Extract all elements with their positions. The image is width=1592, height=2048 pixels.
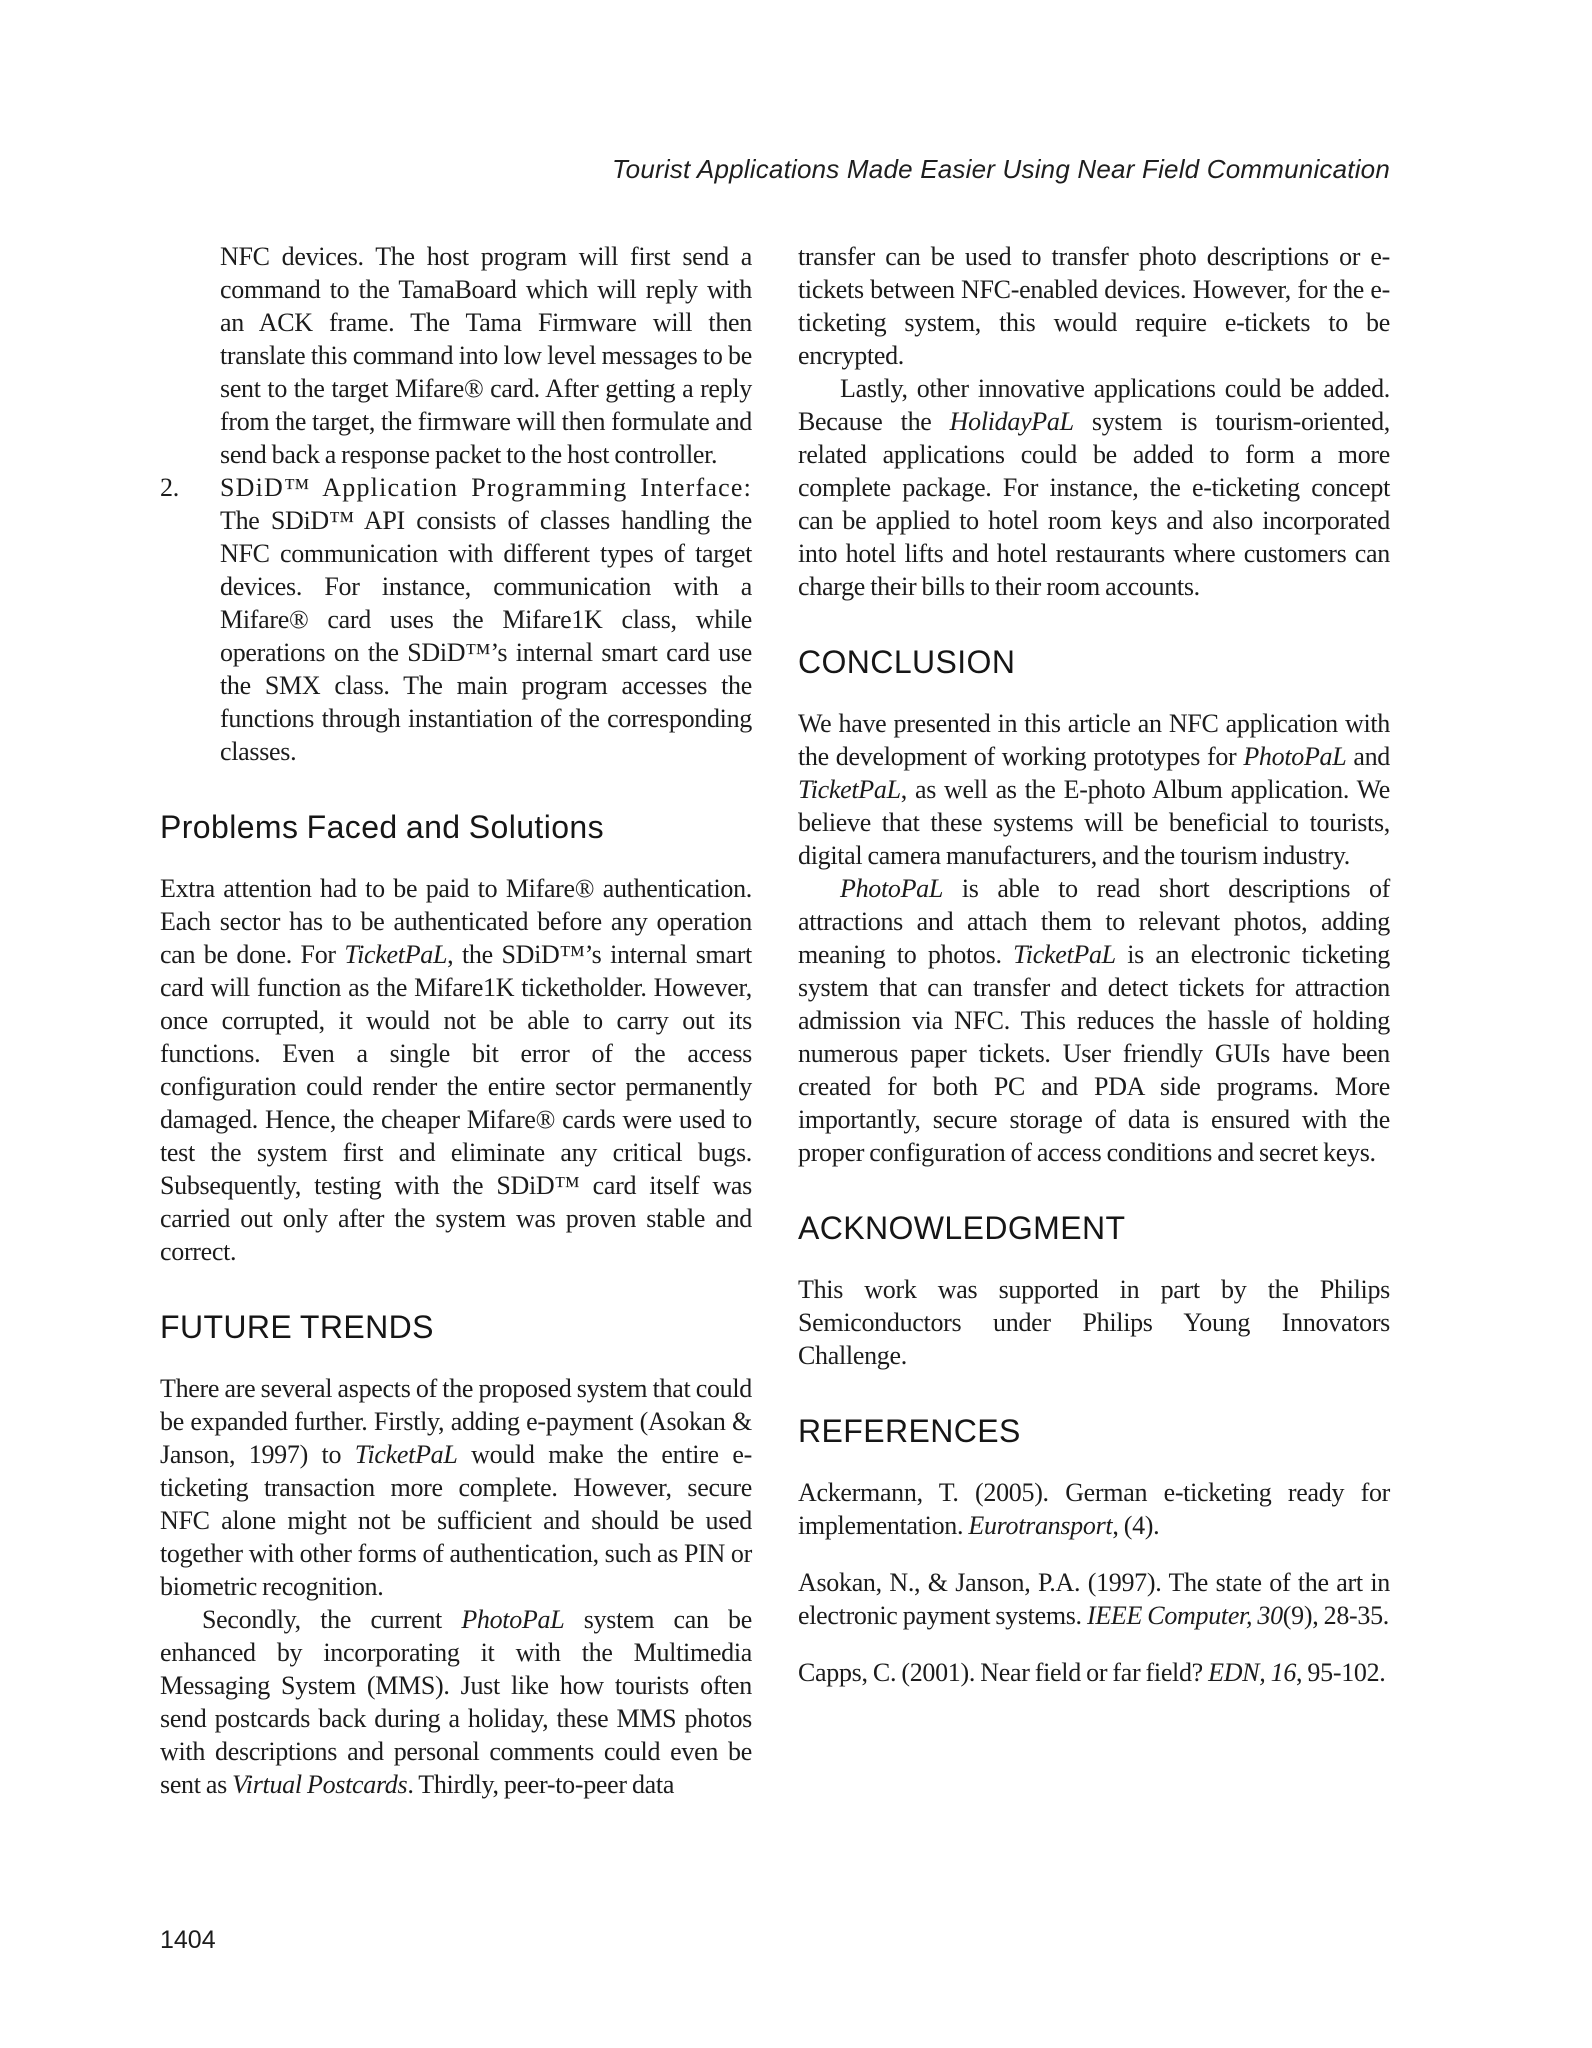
paragraph-transfer-continuation: transfer can be used to transfer photo descriptions or e-tickets between NFC-enabled devices. However, for the e-ticketing system, this would require e-tickets to be encrypted. bbox=[798, 242, 1390, 370]
section-heading-references: REFERENCES bbox=[798, 1413, 1021, 1449]
paragraph-future-trends-2: Secondly, the current PhotoPaL system can be enhanced by incorporating it with the Multimedia Messaging System (MMS). Just like how tourists often send postcards back during a holiday, these MMS photos with descriptions and personal comments could even be sent as Virtual Postcards. Thirdly, peer-to-peer data bbox=[160, 1605, 752, 1799]
numbered-list-item-2 bbox=[160, 471, 752, 768]
paragraph-problems: Extra attention had to be paid to Mifare® authentication. Each sector has to be authenticated before any operation can be done. For TicketPaL, the SDiD™’s internal smart card will function as the Mifare1K ticketholder. However, once corrupted, it would not be able to carry out its functions. Even a single bit error of the access configuration could render the entire sector permanently damaged. Hence, the cheaper Mifare® cards were used to test the system first and eliminate any critical bugs. Subsequently, testing with the SDiD™ card itself was carried out only after the system was proven stable and correct. bbox=[160, 874, 752, 1266]
reference-entry-capps: Capps, C. (2001). Near field or far field? EDN, 16, 95-102. bbox=[798, 1658, 1386, 1687]
reference-entry-asokan-janson: Asokan, N., & Janson, P.A. (1997). The state of the art in electronic payment systems. IEEE Computer, 30(9), 28-35. bbox=[798, 1568, 1390, 1630]
list-item-number: 2. bbox=[160, 473, 179, 502]
list-item-text: SDiD™ Application Programming Interface: The SDiD™ API consists of classes handling the NFC communication with different types of target devices. For instance, communication with a Mifare® card uses the Mifare1K class, while operations on the SDiD™’s internal smart card use the SMX class. The main program accesses the functions through instantiation of the corresponding classes. bbox=[220, 473, 752, 766]
numbered-list-item-1-continuation bbox=[160, 240, 752, 471]
list-item-number bbox=[160, 240, 220, 471]
right-column bbox=[798, 240, 1390, 1689]
paragraph-lastly: Lastly, other innovative applications could be added. Because the HolidayPaL system is tourism-oriented, related applications could be added to form a more complete package. For instance, the e-ticketing concept can be applied to hotel room keys and also incorporated into hotel lifts and hotel restaurants where customers can charge their bills to their room accounts. bbox=[798, 374, 1390, 601]
running-header: Tourist Applications Made Easier Using Near Field Communication bbox=[611, 154, 1390, 184]
section-heading-conclusion: CONCLUSION bbox=[798, 644, 1016, 680]
paragraph-conclusion-1: We have presented in this article an NFC application with the development of working prototypes for PhotoPaL and TicketPaL, as well as the E-photo Album application. We believe that these systems will be beneficial to tourists, digital camera manufacturers, and the tourism industry. bbox=[798, 709, 1390, 870]
paragraph-acknowledgment: This work was supported in part by the Philips Semiconductors under Philips Young Innovators Challenge. bbox=[798, 1275, 1390, 1370]
page-number: 1404 bbox=[160, 1926, 216, 1954]
subsection-heading-problems-faced-and-solutions: Problems Faced and Solutions bbox=[160, 809, 604, 845]
reference-entry-ackermann: Ackermann, T. (2005). German e-ticketing ready for implementation. Eurotransport, (4). bbox=[798, 1478, 1390, 1540]
section-heading-future-trends: FUTURE TRENDS bbox=[160, 1309, 434, 1345]
paragraph-future-trends-1: There are several aspects of the proposed system that could be expanded further. Firstly, adding e-payment (Asokan & Janson, 1997) to TicketPaL would make the entire e-ticketing transaction more complete. However, secure NFC alone might not be sufficient and should be used together with other forms of authentication, such as PIN or biometric recognition. bbox=[160, 1374, 753, 1601]
left-column bbox=[160, 240, 752, 1801]
list-item-text: NFC devices. The host program will first send a command to the TamaBoard which will reply with an ACK frame. The Tama Firmware will then translate this command into low level messages to be sent to the target Mifare® card. After getting a reply from the target, the firmware will then formulate and send back a response packet to the host controller. bbox=[220, 242, 752, 469]
paragraph-conclusion-2: PhotoPaL is able to read short descriptions of attractions and attach them to relevant photos, adding meaning to photos. TicketPaL is an electronic ticketing system that can transfer and detect tickets for attraction admission via NFC. This reduces the hassle of holding numerous paper tickets. User friendly GUIs have been created for both PC and PDA side programs. More importantly, secure storage of data is ensured with the proper configuration of access conditions and secret keys. bbox=[798, 874, 1390, 1167]
two-column-layout bbox=[160, 240, 1390, 1801]
section-heading-acknowledgment: ACKNOWLEDGMENT bbox=[798, 1210, 1126, 1246]
